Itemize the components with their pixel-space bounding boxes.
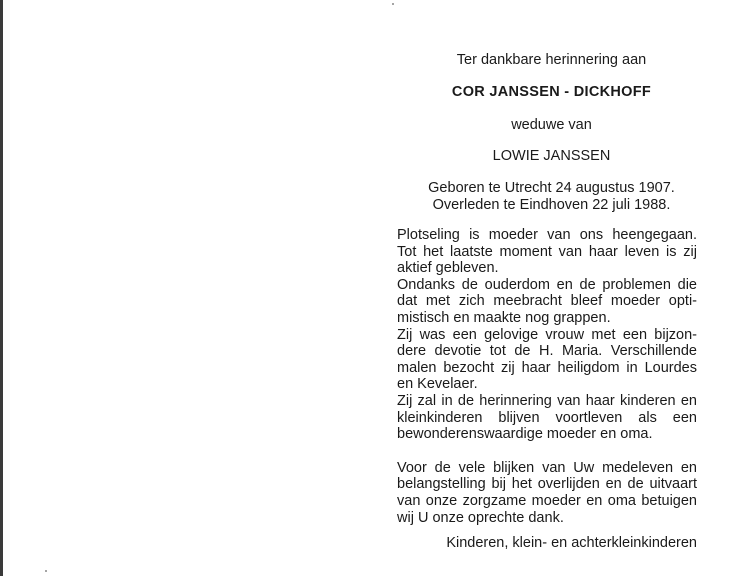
text-line: dat met zich meebracht bleef moeder opti- [397,293,697,310]
text-line: belangstelling bij het overlijden en de uitvaart [397,476,697,493]
closing-signature: Kinderen, klein- en achterkleinkinderen [446,535,697,551]
text-line: kleinkinderen blijven voortleven als een [397,409,697,426]
text-line: mistisch en maakte nog grappen. [397,309,611,326]
text-line: Tot het laatste moment van haar leven is zij [397,243,697,260]
text-line: van onze zorgzame moeder en oma betuigen [397,492,697,509]
life-dates [394,180,709,214]
card-heading: Ter dankbare herinnering aan [456,52,647,68]
memorial-text [397,227,697,526]
text-line: Zij was een gelovige vrouw met een bijzon- [397,326,697,343]
text-line: dere devotie tot de H. Maria. Verschillende [397,343,697,360]
text-line: Zij zal in de herinnering van haar kinderen en [397,392,697,409]
text-line: malen bezocht zij haar heiligdom in Lourdes [397,359,697,376]
death-line: Overleden te Eindhoven 22 juli 1988. [432,197,671,213]
text-line: bewonderenswaardige moeder en oma. [397,426,653,443]
text-line: Plotseling is moeder van ons heengegaan. [397,227,697,243]
scan-speck [45,570,47,572]
scan-speck [392,3,394,5]
spouse-name: LOWIE JANSSEN [492,148,611,164]
scan-edge [0,0,3,576]
text-line: aktief gebleven. [397,260,499,277]
relation-text: weduwe van [511,117,592,133]
text-line: Ondanks de ouderdom en de problemen die [397,276,697,293]
text-line: Voor de vele blijken van Uw medeleven en [397,459,697,476]
text-line: en Kevelaer. [397,376,478,393]
birth-line: Geboren te Utrecht 24 augustus 1907. [428,180,675,196]
text-line: wij U onze oprechte dank. [397,509,564,526]
deceased-name: COR JANSSEN - DICKHOFF [451,84,652,100]
